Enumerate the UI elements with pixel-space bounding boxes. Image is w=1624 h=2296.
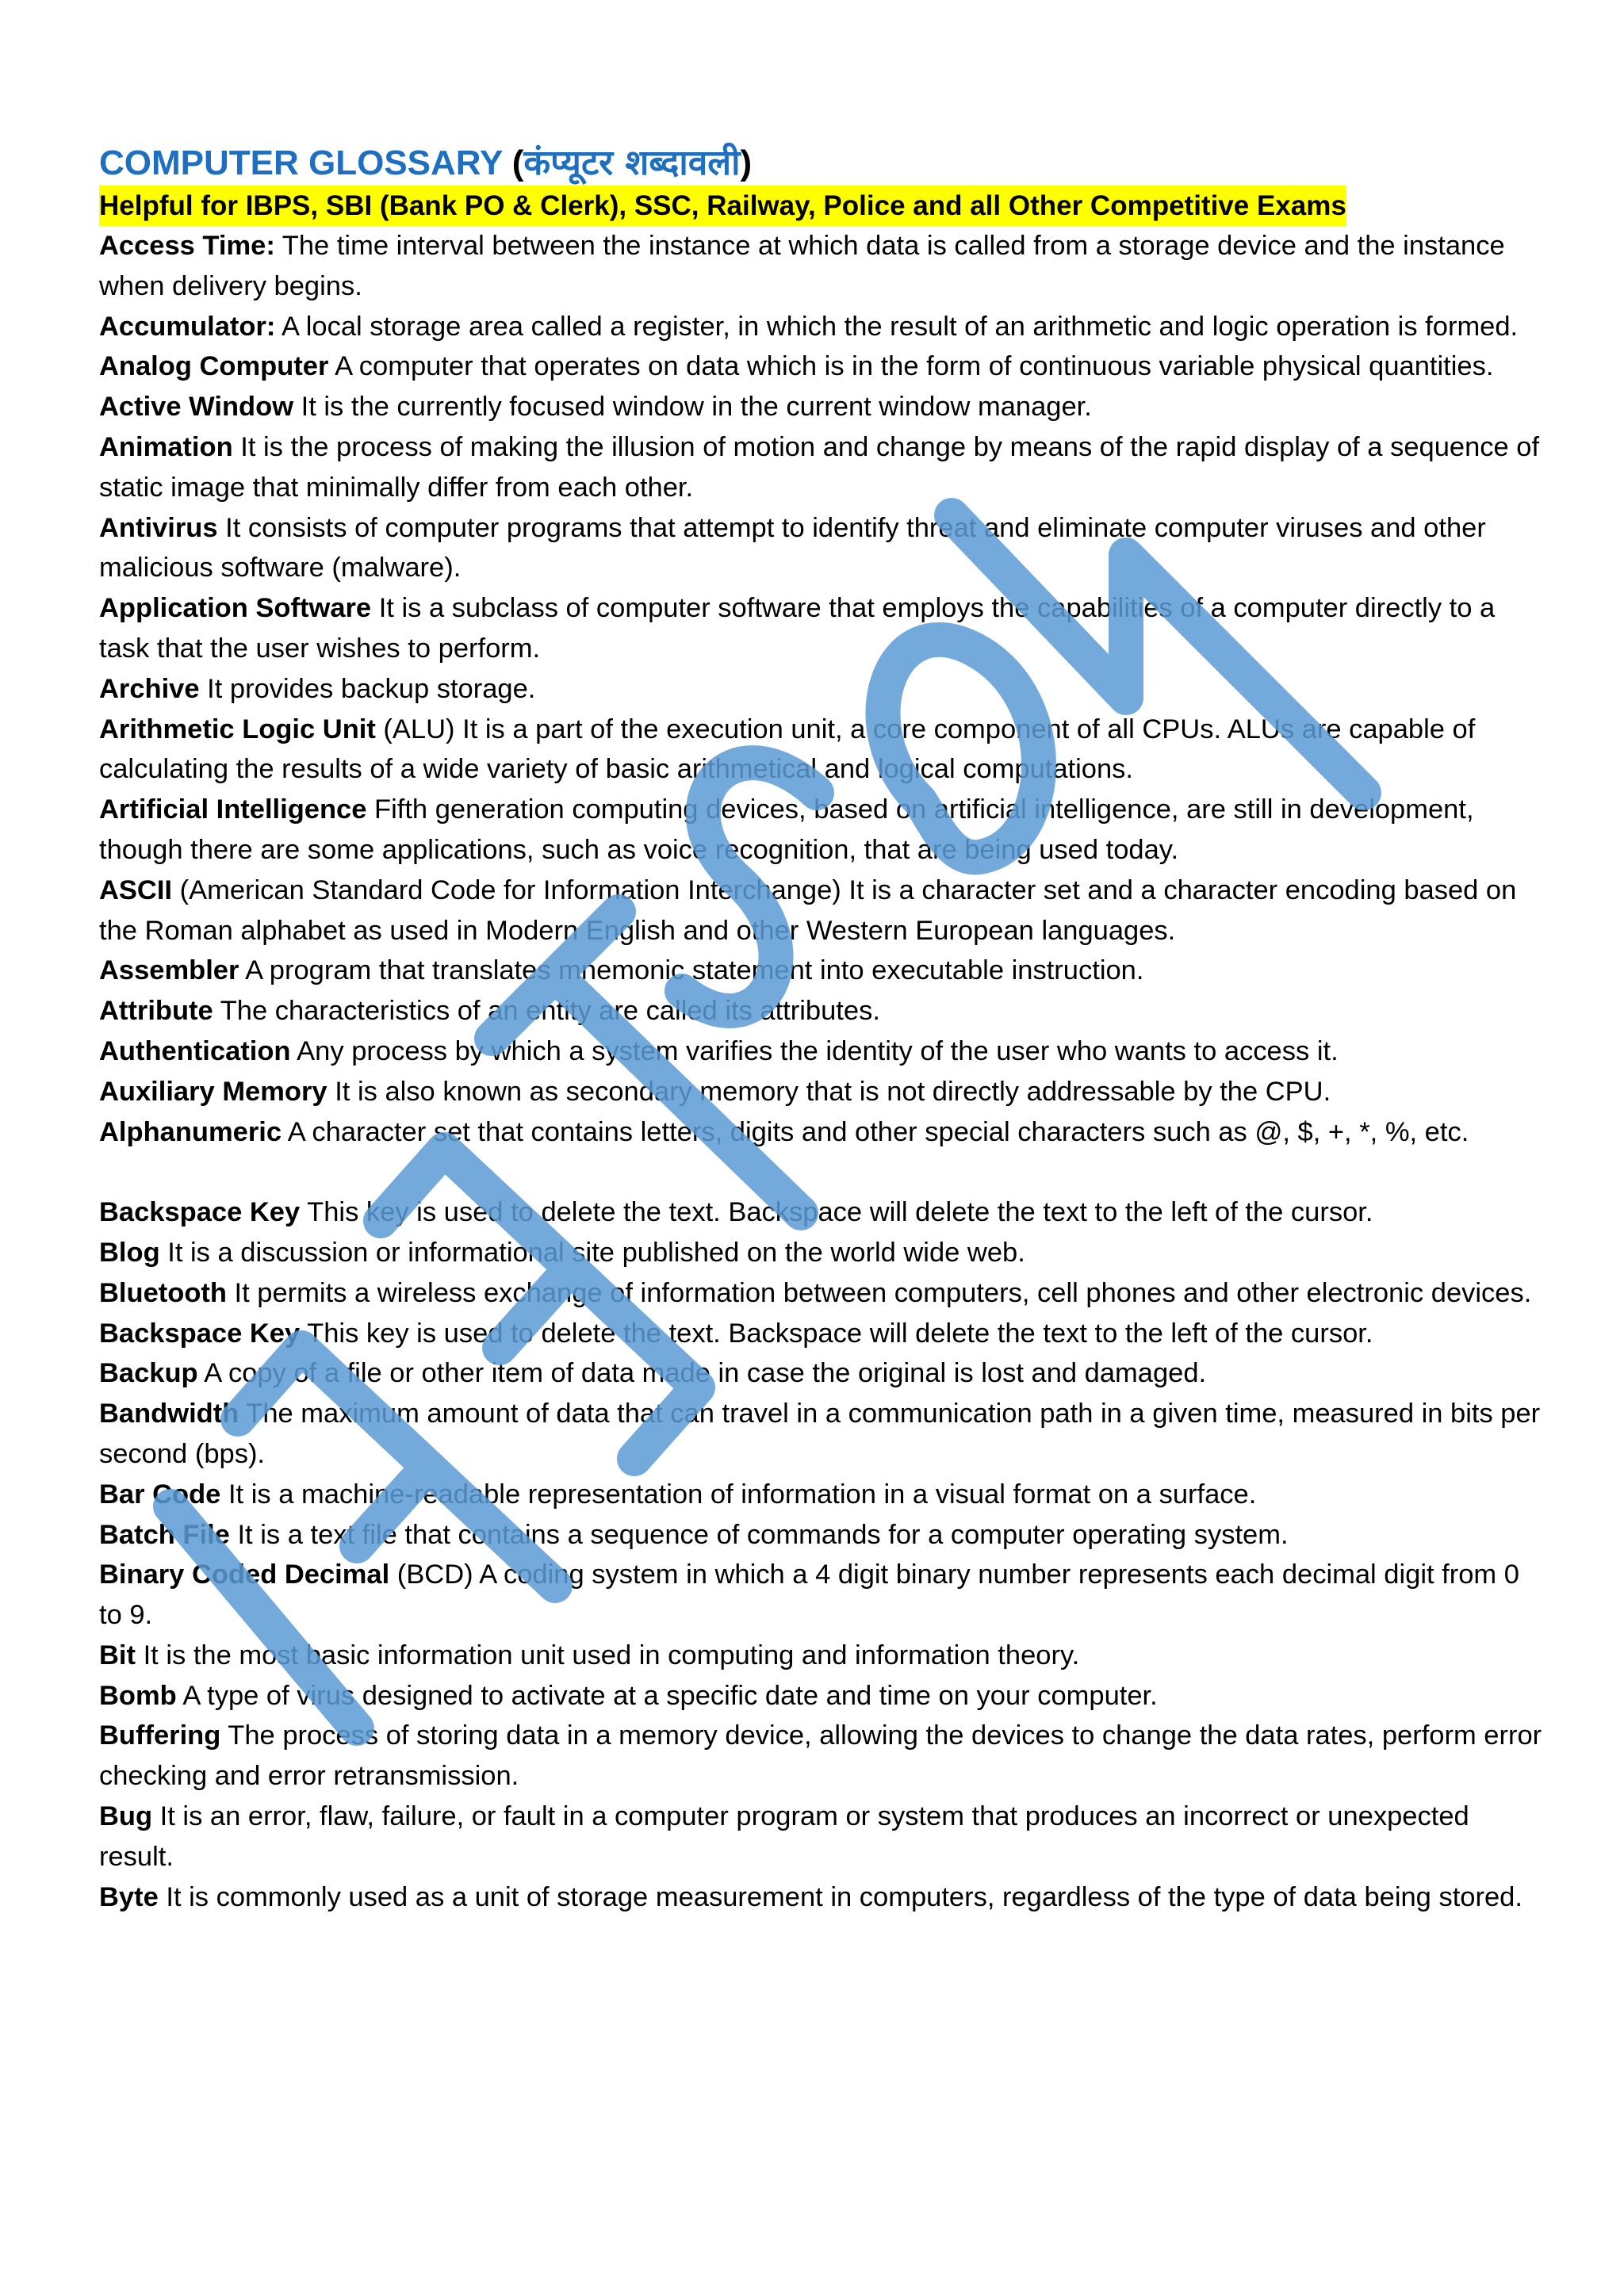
glossary-definition: It is a discussion or informational site published on the world wide web. xyxy=(159,1237,1025,1268)
glossary-term: Backspace Key xyxy=(99,1197,301,1228)
glossary-definition: It is the currently focused window in the current window manager. xyxy=(293,392,1092,423)
glossary-term: Accumulator: xyxy=(99,311,276,342)
glossary-entry xyxy=(99,1273,1542,1314)
glossary-entry xyxy=(99,951,1542,991)
glossary-entry xyxy=(99,307,1542,347)
glossary-term: Bug xyxy=(99,1801,153,1832)
glossary-term: Authentication xyxy=(99,1035,291,1066)
glossary-definition: This key is used to delete the text. Backspace will delete the text to the left of the cursor. xyxy=(300,1197,1373,1228)
glossary-entry xyxy=(99,710,1542,790)
title-hindi: कंप्यूटर शब्दावली xyxy=(523,143,741,183)
glossary-entry xyxy=(99,1233,1542,1273)
glossary-definition: It is the process of making the illusion of motion and change by means of the rapid display of a sequence of static image that minimally differ from each other. xyxy=(99,431,1540,503)
glossary-definition: It permits a wireless exchange of information between computers, cell phones and other electronic devices. xyxy=(226,1277,1532,1308)
glossary-term: Backup xyxy=(99,1358,198,1389)
glossary-definition: (BCD) A coding system in which a 4 digit binary number represents each decimal digit from 0 to 9. xyxy=(99,1559,1519,1631)
glossary-definition: Fifth generation computing devices, based on artificial intelligence, are still in development, though there are some applications, such as voice recognition, that are being used today. xyxy=(99,794,1474,865)
glossary-definition: It is commonly used as a unit of storage measurement in computers, regardless of the type of data being stored. xyxy=(158,1881,1522,1912)
glossary-definition: This key is used to delete the text. Backspace will delete the text to the left of the cursor. xyxy=(300,1318,1373,1349)
glossary-definition: It is a text file that contains a sequence of commands for a computer operating system. xyxy=(229,1519,1289,1550)
glossary-definition: It is the most basic information unit used in computing and information theory. xyxy=(136,1640,1080,1670)
glossary-term: Binary Coded Decimal xyxy=(99,1559,390,1590)
glossary-definition: (ALU) It is a part of the execution unit, a core component of all CPUs. ALUs are capable of calculating the results of a wide variety of basic arithmetical and logical computations. xyxy=(99,714,1476,785)
glossary-term: Attribute xyxy=(99,996,213,1027)
section-gap xyxy=(99,1152,1542,1192)
glossary-definition: It is a subclass of computer software that employs the capabilities of a computer directly to a task that the user wishes to perform. xyxy=(99,593,1496,664)
glossary-term: Alphanumeric xyxy=(99,1116,282,1147)
glossary-term: Active Window xyxy=(99,392,294,423)
glossary-term: ASCII xyxy=(99,874,173,905)
glossary-definition: The characteristics of an entity are called its attributes. xyxy=(213,996,880,1027)
glossary-entry xyxy=(99,1031,1542,1072)
glossary-definition: (American Standard Code for Information Interchange) It is a character set and a character encoding based on the Roman alphabet as used in Modern English and other Western European languages. xyxy=(99,874,1517,946)
glossary-term: Auxiliary Memory xyxy=(99,1076,327,1107)
glossary-list-b xyxy=(99,1192,1542,1917)
glossary-definition: It is a machine-readable representation of information in a visual format on a surface. xyxy=(220,1479,1257,1510)
glossary-entry xyxy=(99,1475,1542,1515)
title-english: COMPUTER GLOSSARY xyxy=(99,144,503,182)
glossary-entry xyxy=(99,1555,1542,1636)
glossary-entry xyxy=(99,1877,1542,1918)
glossary-term: Assembler xyxy=(99,955,239,986)
glossary-term: Artificial Intelligence xyxy=(99,794,367,825)
glossary-entry xyxy=(99,871,1542,951)
glossary-definition: A computer that operates on data which is in the form of continuous variable physical quantities. xyxy=(328,351,1494,382)
glossary-page xyxy=(99,141,1542,1917)
glossary-entry xyxy=(99,387,1542,427)
glossary-entry xyxy=(99,1394,1542,1475)
glossary-term: Byte xyxy=(99,1881,159,1912)
subtitle-highlight: Helpful for IBPS, SBI (Bank PO & Clerk), SSC, Railway, Police and all Other Competitive Exams xyxy=(99,186,1346,226)
glossary-entry xyxy=(99,1192,1542,1233)
glossary-term: Archive xyxy=(99,673,200,704)
glossary-definition: It is an error, flaw, failure, or fault in a computer program or system that produces an incorrect or unexpected result. xyxy=(99,1801,1469,1872)
glossary-term: Bit xyxy=(99,1640,136,1670)
glossary-term: Bomb xyxy=(99,1680,177,1711)
glossary-entry xyxy=(99,790,1542,871)
glossary-entry xyxy=(99,669,1542,710)
glossary-definition: A type of virus designed to activate at a specific date and time on your computer. xyxy=(176,1680,1158,1711)
glossary-definition: It provides backup storage. xyxy=(199,673,536,704)
page-title xyxy=(99,141,1542,186)
glossary-term: Bar Code xyxy=(99,1479,221,1510)
glossary-term: Bluetooth xyxy=(99,1277,227,1308)
glossary-entry xyxy=(99,588,1542,669)
subtitle-row xyxy=(99,186,1542,226)
glossary-definition: It is also known as secondary memory that is not directly addressable by the CPU. xyxy=(327,1076,1331,1107)
title-open-paren: ( xyxy=(502,144,524,182)
glossary-definition: A program that translates mnemonic statement into executable instruction. xyxy=(239,955,1144,986)
glossary-definition: A local storage area called a register, in which the result of an arithmetic and logic operation is formed. xyxy=(275,311,1519,342)
glossary-term: Bandwidth xyxy=(99,1399,239,1429)
glossary-entry xyxy=(99,1636,1542,1676)
glossary-definition: The time interval between the instance at which data is called from a storage device and the instance when delivery begins. xyxy=(99,231,1505,301)
glossary-definition: It consists of computer programs that attempt to identify threat and eliminate computer viruses and other malicious software (malware). xyxy=(99,512,1486,584)
glossary-entry xyxy=(99,1676,1542,1716)
glossary-entry xyxy=(99,1072,1542,1112)
glossary-entry xyxy=(99,346,1542,387)
glossary-definition: A copy of a file or other item of data made in case the original is lost and damaged. xyxy=(197,1358,1207,1389)
glossary-entry xyxy=(99,1353,1542,1394)
glossary-term: Batch File xyxy=(99,1519,230,1550)
glossary-term: Access Time: xyxy=(99,231,275,261)
glossary-list-a xyxy=(99,226,1542,1152)
title-close-paren: ) xyxy=(740,144,753,182)
glossary-definition: The maximum amount of data that can travel in a communication path in a given time, measured in bits per second (bps). xyxy=(99,1399,1541,1469)
glossary-term: Application Software xyxy=(99,593,372,624)
glossary-term: Arithmetic Logic Unit xyxy=(99,714,376,744)
glossary-entry xyxy=(99,1716,1542,1797)
glossary-entry xyxy=(99,226,1542,307)
glossary-entry xyxy=(99,427,1542,508)
glossary-entry xyxy=(99,1797,1542,1877)
glossary-definition: A character set that contains letters, digits and other special characters such as @, $, +, *, %, etc. xyxy=(282,1116,1469,1147)
glossary-term: Animation xyxy=(99,431,233,462)
glossary-entry xyxy=(99,508,1542,589)
glossary-term: Blog xyxy=(99,1237,160,1268)
glossary-term: Backspace Key xyxy=(99,1318,301,1349)
glossary-entry xyxy=(99,991,1542,1031)
glossary-term: Antivirus xyxy=(99,512,218,543)
glossary-entry xyxy=(99,1314,1542,1354)
glossary-definition: The process of storing data in a memory device, allowing the devices to change the data rates, perform error checking and error retransmission. xyxy=(99,1720,1542,1792)
glossary-entry xyxy=(99,1515,1542,1556)
glossary-definition: Any process by which a system varifies the identity of the user who wants to access it. xyxy=(290,1035,1339,1066)
glossary-term: Buffering xyxy=(99,1720,221,1751)
glossary-term: Analog Computer xyxy=(99,351,329,382)
glossary-entry xyxy=(99,1112,1542,1153)
